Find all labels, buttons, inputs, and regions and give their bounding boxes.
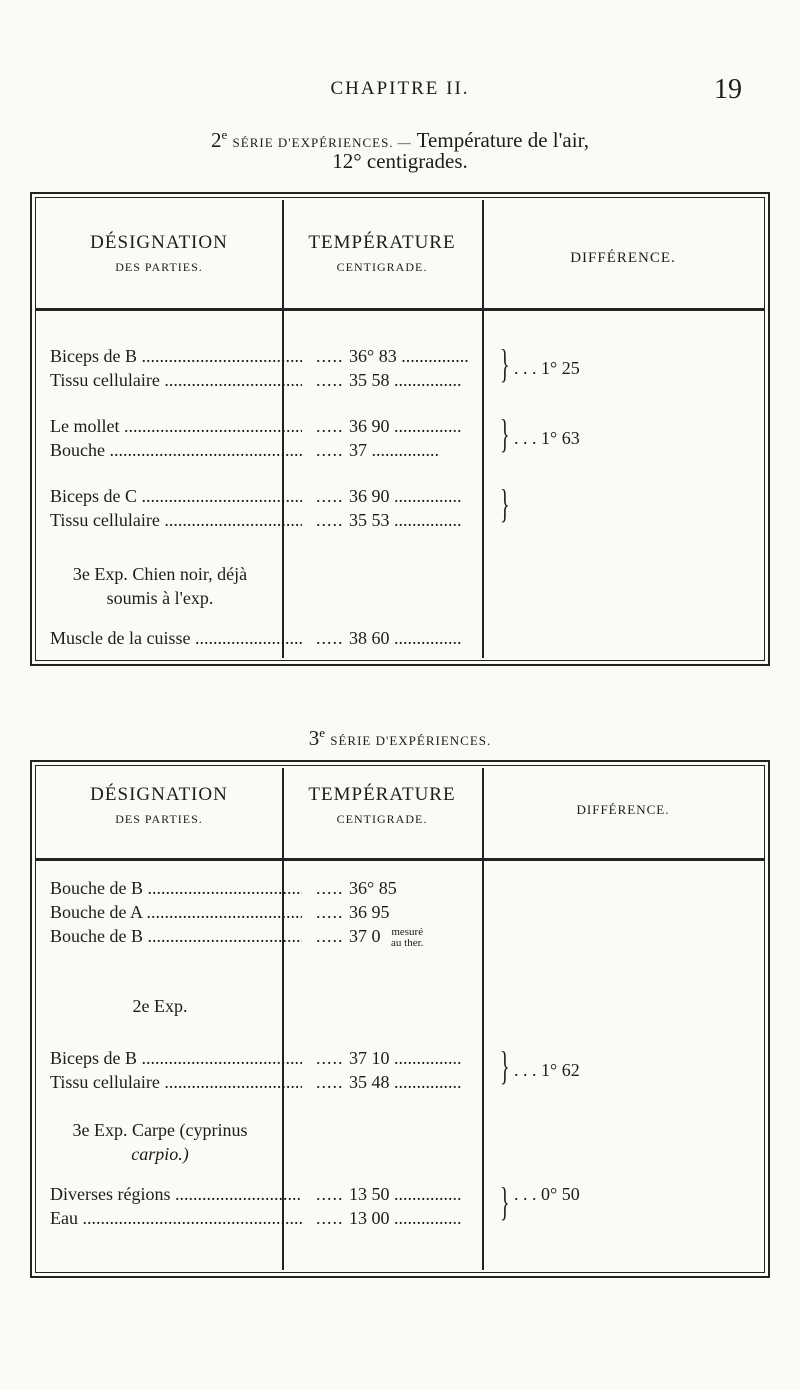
thermometer-note: mesuré au ther. <box>391 925 424 949</box>
brace: } <box>500 1043 510 1088</box>
experience-label: 3e Exp. Chien noir, déjà soumis à l'exp. <box>72 564 248 608</box>
header-rule <box>36 308 764 311</box>
col-divider <box>482 200 484 658</box>
table-row: Bouche ..... ..... 37 ..... <box>30 438 766 462</box>
table-row: Bouche de B ..... ..... 36° 85 <box>30 876 766 900</box>
col-header-difference: DIFFÉRENCE. <box>570 250 676 266</box>
header-rule <box>36 858 764 861</box>
table-row: Biceps de B ..... ..... 37 10 ..... <box>30 1046 766 1070</box>
experience-label: 3e Exp. Carpe (cyprinus carpio.) <box>72 1120 248 1164</box>
difference-value: . . . 1° 25 <box>514 358 580 378</box>
col-header-designation: DÉSIGNATION DES PARTIES. <box>90 784 228 826</box>
brace: } <box>500 481 510 526</box>
series3-title: 3e SÉRIE D'EXPÉRIENCES. <box>308 725 492 750</box>
experience-label: 2e Exp. <box>132 996 188 1016</box>
page-header <box>0 74 800 108</box>
col-divider <box>482 768 484 1270</box>
table-row: Tissu cellulaire ..... ..... 35 58 ..... <box>30 368 766 392</box>
page-number: 19 <box>714 74 742 105</box>
series2-title: 2e SÉRIE D'EXPÉRIENCES. — Température de l'air, <box>211 127 589 152</box>
series2-title-line2: 12° centigrades. <box>332 149 468 173</box>
brace: } <box>500 341 510 386</box>
table-row: Biceps de C ..... ..... 36 90 ..... <box>30 484 766 508</box>
col-header-difference: DIFFÉRENCE. <box>576 802 670 817</box>
difference-value: . . . 1° 62 <box>514 1060 580 1080</box>
table-row: Eau ..... ..... 13 00 ..... <box>30 1206 766 1230</box>
difference-value: . . . 0° 50 <box>514 1184 580 1204</box>
table-row: Diverses régions ..... ..... 13 50 ..... <box>30 1182 766 1206</box>
table-row: Bouche de B ..... ..... 37 0 mesuré au ther. <box>30 924 766 948</box>
brace: } <box>500 411 510 456</box>
table-row: Tissu cellulaire ..... ..... 35 53 ..... <box>30 508 766 532</box>
col-header-temperature: TEMPÉRATURE CENTIGRADE. <box>308 784 456 826</box>
table-row: Biceps de B ..... ..... 36° 83 ..... <box>30 344 766 368</box>
col-header-temperature: TEMPÉRATURE CENTIGRADE. <box>308 232 456 274</box>
col-divider <box>282 768 284 1270</box>
difference-value: . . . 1° 63 <box>514 428 580 448</box>
chapter-title: CHAPITRE II. <box>330 78 470 99</box>
series2-table <box>30 192 770 666</box>
brace: } <box>500 1179 510 1224</box>
table-row: Tissu cellulaire ..... ..... 35 48 ..... <box>30 1070 766 1094</box>
col-header-designation: DÉSIGNATION DES PARTIES. <box>90 232 228 274</box>
table-row: Muscle de la cuisse ..... ..... 38 60 ..... <box>30 626 766 650</box>
series3-table <box>30 760 770 1278</box>
table-row: Le mollet ..... ..... 36 90 ..... <box>30 414 766 438</box>
table-row: Bouche de A ..... ..... 36 95 <box>30 900 766 924</box>
